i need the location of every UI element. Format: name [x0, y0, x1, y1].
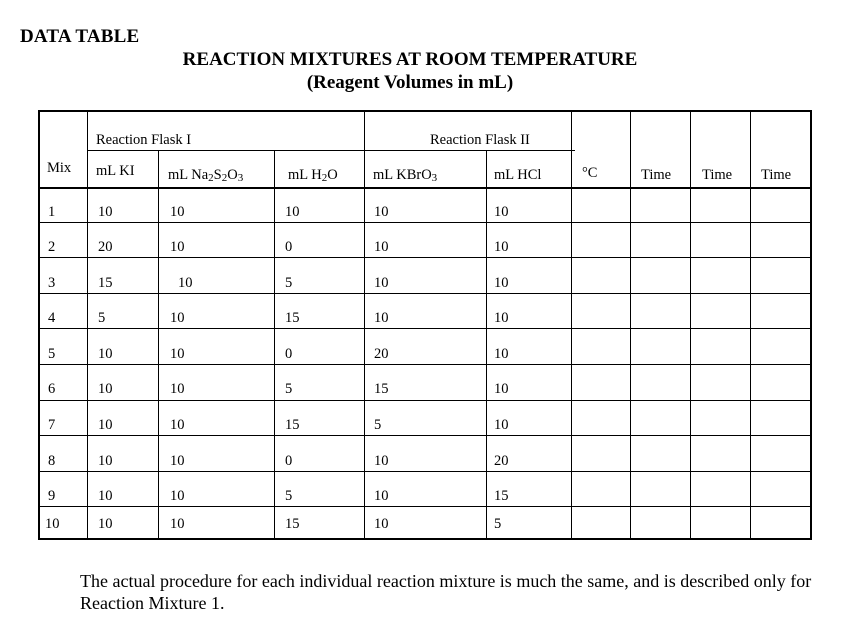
table-cell-h2o: 5 — [285, 275, 293, 291]
column-header-mix: Mix — [47, 160, 72, 176]
table-cell-na2s2o3: 10 — [170, 488, 185, 504]
table-cell-mix: 7 — [48, 417, 56, 433]
table-cell-mix: 9 — [48, 488, 56, 504]
table-cell-kbro3: 10 — [374, 488, 389, 504]
table-cell-ki: 10 — [98, 204, 113, 220]
table-cell-na2s2o3: 10 — [170, 381, 185, 397]
table-cell-hcl: 10 — [494, 310, 509, 326]
footnote: The actual procedure for each individual reaction mixture is much the same, and is described only for Reaction Mixture 1. — [80, 571, 812, 613]
table-cell-kbro3: 20 — [374, 346, 389, 362]
col-divider-hcl — [571, 110, 572, 540]
table-cell-ki: 10 — [98, 516, 113, 532]
table-cell-kbro3: 10 — [374, 310, 389, 326]
table-cell-ki: 10 — [98, 381, 113, 397]
table-cell-h2o: 15 — [285, 417, 300, 433]
table-cell-na2s2o3: 10 — [170, 204, 185, 220]
group-header-flask1: Reaction Flask I — [96, 132, 192, 148]
table-cell-h2o: 5 — [285, 381, 293, 397]
column-header-temp: °C — [582, 165, 598, 181]
row-line — [38, 435, 812, 436]
col-divider-temp — [630, 110, 631, 540]
table-cell-kbro3: 15 — [374, 381, 389, 397]
table-cell-na2s2o3: 10 — [170, 346, 185, 362]
table-cell-mix: 10 — [45, 516, 60, 532]
table-cell-na2s2o3: 10 — [170, 239, 185, 255]
col-divider-ki — [158, 150, 159, 540]
table-cell-mix: 3 — [48, 275, 56, 291]
col-divider-na2s2o3 — [274, 150, 275, 540]
group-header-divider — [87, 150, 575, 151]
row-line — [38, 257, 812, 258]
table-cell-hcl: 10 — [494, 417, 509, 433]
table-cell-hcl: 20 — [494, 453, 509, 469]
table-cell-kbro3: 5 — [374, 417, 382, 433]
table-cell-h2o: 0 — [285, 239, 293, 255]
table-cell-hcl: 10 — [494, 204, 509, 220]
col-divider-kbro3 — [486, 150, 487, 540]
row-line — [38, 364, 812, 365]
column-header-ki: mL KI — [96, 163, 135, 179]
table-cell-h2o: 0 — [285, 346, 293, 362]
table-cell-na2s2o3: 10 — [170, 417, 185, 433]
column-header-h2o: mL H2O — [288, 167, 338, 184]
row-line — [38, 471, 812, 472]
table-cell-na2s2o3: 10 — [178, 275, 193, 291]
table-cell-mix: 8 — [48, 453, 56, 469]
table-cell-h2o: 10 — [285, 204, 300, 220]
table-cell-mix: 1 — [48, 204, 56, 220]
table-cell-kbro3: 10 — [374, 453, 389, 469]
table-cell-mix: 5 — [48, 346, 56, 362]
table-cell-kbro3: 10 — [374, 275, 389, 291]
table-cell-h2o: 15 — [285, 310, 300, 326]
row-line — [38, 400, 812, 401]
group-header-flask2: Reaction Flask II — [430, 132, 530, 148]
table-cell-kbro3: 10 — [374, 516, 389, 532]
table-cell-h2o: 0 — [285, 453, 293, 469]
column-header-hcl: mL HCl — [494, 167, 542, 183]
row-line — [38, 222, 812, 223]
table-cell-ki: 10 — [98, 417, 113, 433]
row-line — [38, 328, 812, 329]
data-table-heading: DATA TABLE — [20, 26, 140, 47]
table-cell-hcl: 10 — [494, 275, 509, 291]
table-cell-mix: 2 — [48, 239, 56, 255]
table-cell-ki: 10 — [98, 453, 113, 469]
table-cell-hcl: 10 — [494, 381, 509, 397]
column-header-time2: Time — [702, 167, 733, 183]
table-cell-na2s2o3: 10 — [170, 310, 185, 326]
table-cell-hcl: 10 — [494, 239, 509, 255]
page-title: REACTION MIXTURES AT ROOM TEMPERATURE — [182, 49, 638, 70]
row-line — [38, 506, 812, 507]
row-line — [38, 293, 812, 294]
table-cell-ki: 15 — [98, 275, 113, 291]
column-header-kbro3: mL KBrO3 — [373, 167, 438, 184]
col-divider-flask — [364, 110, 365, 540]
table-border-right — [810, 110, 812, 540]
header-bottom-line — [38, 187, 812, 189]
data-table — [38, 110, 812, 540]
col-divider-time1 — [690, 110, 691, 540]
table-cell-ki: 5 — [98, 310, 106, 326]
table-cell-ki: 10 — [98, 346, 113, 362]
table-border-top — [38, 110, 812, 112]
table-cell-hcl: 5 — [494, 516, 502, 532]
table-cell-kbro3: 10 — [374, 204, 389, 220]
table-cell-na2s2o3: 10 — [170, 453, 185, 469]
table-cell-h2o: 5 — [285, 488, 293, 504]
col-divider-mix — [87, 110, 88, 540]
table-cell-ki: 20 — [98, 239, 113, 255]
table-border-bottom — [38, 538, 812, 540]
table-cell-mix: 6 — [48, 381, 56, 397]
table-cell-ki: 10 — [98, 488, 113, 504]
table-cell-hcl: 15 — [494, 488, 509, 504]
column-header-time1: Time — [641, 167, 672, 183]
table-cell-h2o: 15 — [285, 516, 300, 532]
table-cell-kbro3: 10 — [374, 239, 389, 255]
table-cell-hcl: 10 — [494, 346, 509, 362]
col-divider-time2 — [750, 110, 751, 540]
column-header-time3: Time — [761, 167, 792, 183]
page-subtitle: (Reagent Volumes in mL) — [306, 72, 514, 93]
table-cell-mix: 4 — [48, 310, 56, 326]
table-cell-na2s2o3: 10 — [170, 516, 185, 532]
table-border-left — [38, 110, 40, 540]
column-header-na2s2o3: mL Na2S2O3 — [168, 167, 244, 184]
